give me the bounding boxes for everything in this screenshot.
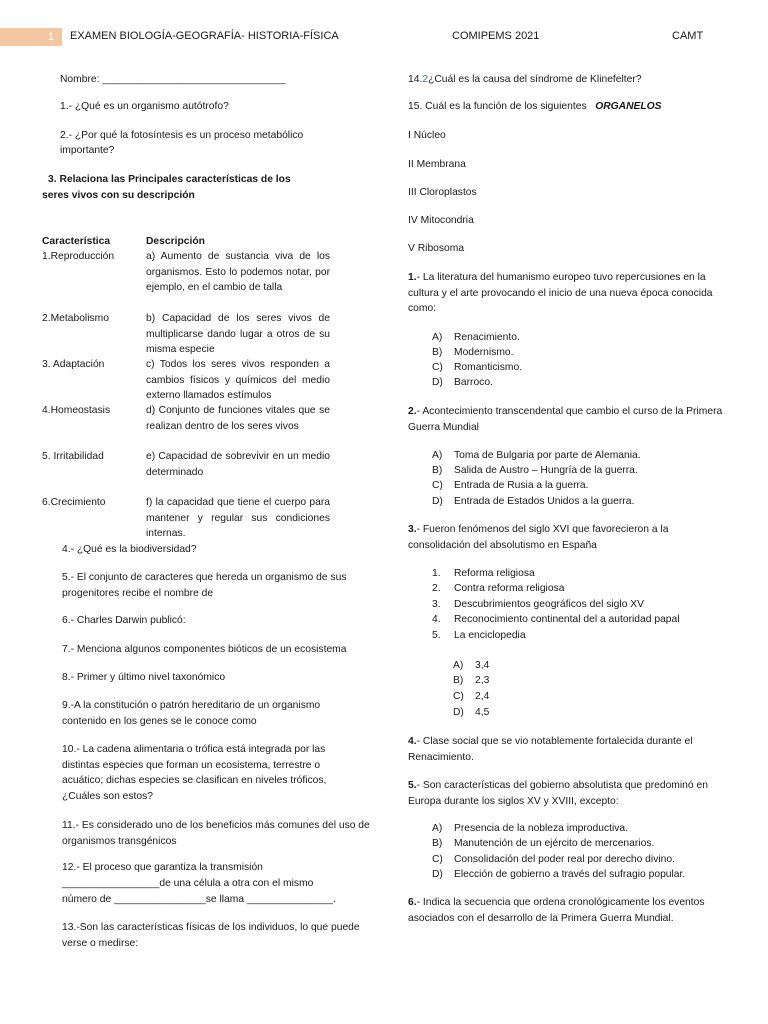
organelle-item: II Membrana — [408, 159, 466, 170]
organelle-item: IV Mitocondria — [408, 215, 474, 226]
history-question-6-text: - Indica la secuencia que ordena cronológicamente los eventos asociados con el desarrollo de la Primera Guerra Mundial. — [408, 897, 705, 924]
question-13: 13.-Son las características físicas de los individuos, lo que puede verse o medirse: — [62, 922, 360, 949]
history-question-2-number: 2. — [408, 406, 417, 417]
history-question-4-number: 4. — [408, 736, 417, 747]
history-question-1-number: 1. — [408, 272, 417, 283]
question-14-number: 14. — [408, 74, 423, 85]
question-8: 8.- Primer y último nivel taxonómico — [62, 672, 226, 683]
table-header-characteristic: Característica — [42, 236, 111, 247]
question-14-text: ¿Cuál es la causa del síndrome de Klinefelter? — [428, 74, 642, 85]
table-cell-characteristic: 5. Irritabilidad — [42, 451, 104, 462]
history-question-3-text: - Fueron fenómenos del siglo XVI que favorecieron a la consolidación del absolutismo en España — [408, 524, 669, 551]
history-question-6-number: 6. — [408, 897, 417, 908]
history-question-6 — [408, 895, 714, 926]
question-15-text: 15. Cuál es la función de los siguientes — [408, 101, 587, 112]
name-field[interactable]: Nombre: ________________________________ — [60, 74, 286, 85]
question-3-line2: seres vivos con su descripción — [42, 190, 195, 201]
question-12-line3: número de ________________se llama _______________. — [62, 894, 336, 905]
exam-name: COMIPEMS 2021 — [452, 30, 540, 42]
question-11: 11.- Es considerado uno de los beneficios más comunes del uso de organismos transgénicos — [62, 820, 370, 847]
table-cell-description: e) Capacidad de sobrevivir en un medio determinado — [146, 451, 330, 478]
table-cell-characteristic: 4.Homeostasis — [42, 405, 111, 416]
question-12-line2: _________________de una célula a otra con el mismo — [62, 878, 314, 889]
table-cell-characteristic: 3. Adaptación — [42, 359, 105, 370]
table-cell-characteristic: 1.Reproducción — [42, 251, 115, 262]
organelle-item: V Ribosoma — [408, 243, 465, 254]
history-question-5-number: 5. — [408, 780, 417, 791]
history-question-5-text: - Son características del gobierno absolutista que predominó en Europa durante los siglos XV y XVIII, excepto: — [408, 780, 708, 807]
question-9: 9.-A la constitución o patrón hereditario de un organismo contenido en los genes se le conoce como — [62, 700, 321, 727]
history-question-2 — [408, 404, 726, 435]
question-14 — [408, 72, 642, 88]
table-cell-characteristic: 6.Crecimiento — [42, 497, 106, 508]
table-cell-description: f) la capacidad que tiene el cuerpo para mantener y regular sus condiciones internas. — [146, 497, 330, 539]
history-question-1 — [408, 270, 726, 317]
history-question-4 — [408, 734, 726, 765]
question-3-line1: 3. Relaciona las Principales características de los — [48, 174, 291, 185]
history-question-5 — [408, 778, 726, 809]
table-cell-description: d) Conjunto de funciones vitales que se realizan dentro de los seres vivos — [146, 405, 330, 432]
question-5: 5.- El conjunto de caracteres que hereda un organismo de sus progenitores recibe el nombre de — [62, 572, 347, 599]
history-question-3 — [408, 522, 726, 553]
question-15 — [408, 99, 662, 115]
question-2-line1: 2.- ¿Por qué la fotosíntesis es un proceso metabólico — [60, 130, 304, 141]
matching-table — [42, 234, 332, 544]
history-question-3-number: 3. — [408, 524, 417, 535]
question-10: 10.- La cadena alimentaria o trófica está integrada por las distintas especies que forman un ecosistema, terrestre o acuático; dichas especies se clasifican en niveles tróficos, ¿Cuáles son estos? — [62, 744, 327, 802]
table-cell-description: c) Todos los seres vivos responden a cambios físicos y químicos del medio externo llamados estímulos — [146, 359, 330, 401]
table-cell-description: a) Aumento de sustancia viva de los organismos. Esto lo podemos notar, por ejemplo, en el cambio de talla — [146, 251, 330, 293]
question-6: 6.- Charles Darwin publicó: — [62, 615, 186, 626]
page-header — [0, 28, 768, 46]
page-number: 1 — [0, 28, 62, 46]
question-2-line2: importante? — [60, 145, 115, 156]
question-12-line1: 12.- El proceso que garantiza la transmisión — [62, 862, 263, 873]
table-header-description: Descripción — [146, 236, 205, 247]
history-question-1-text: - La literatura del humanismo europeo tuvo repercusiones en la cultura y el arte provocando el inicio de una nueva época conocida como: — [408, 272, 713, 314]
history-question-4-text: - Clase social que se vio notablemente fortalecida durante el Renacimiento. — [408, 736, 693, 763]
organelle-item: III Cloroplastos — [408, 187, 477, 198]
table-cell-characteristic: 2.Metabolismo — [42, 313, 109, 324]
question-14-number-suffix: 2 — [422, 74, 429, 85]
history-question-2-text: - Acontecimiento transcendental que cambio el curso de la Primera Guerra Mundial — [408, 406, 723, 433]
organelle-item: I Núcleo — [408, 130, 446, 141]
exam-code: CAMT — [672, 30, 704, 42]
question-4: 4.- ¿Qué es la biodiversidad? — [62, 544, 197, 555]
question-1: 1.- ¿Qué es un organismo autótrofo? — [60, 101, 229, 112]
exam-title: EXAMEN BIOLOGÍA-GEOGRAFÍA- HISTORIA-FÍSICA — [70, 30, 339, 42]
question-7: 7.- Menciona algunos componentes bióticos de un ecosistema — [62, 644, 347, 655]
table-cell-description: b) Capacidad de los seres vivos de multiplicarse dando lugar a otros de su misma especie — [146, 313, 330, 355]
question-15-emphasis: ORGANELOS — [595, 101, 662, 112]
